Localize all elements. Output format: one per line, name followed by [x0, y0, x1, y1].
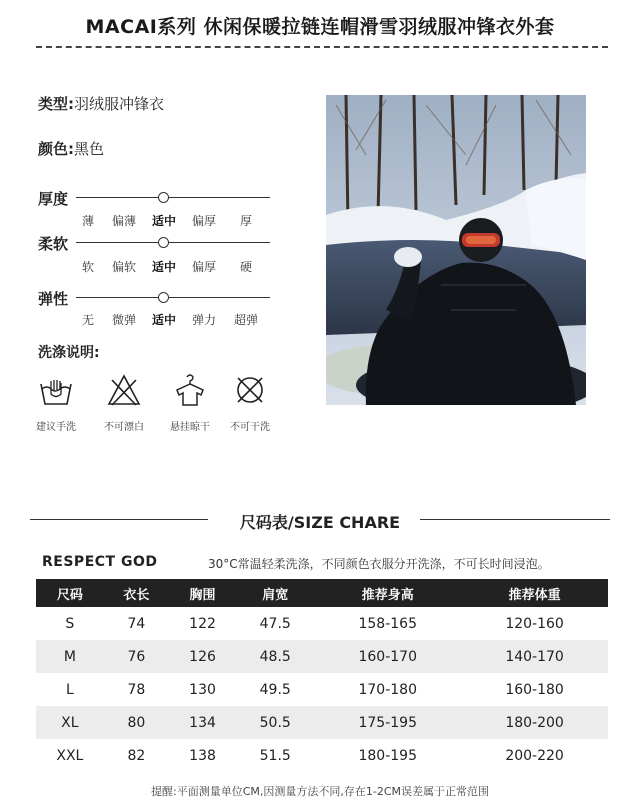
weight-cell: 160-180: [505, 681, 564, 698]
attr-color: [38, 138, 104, 159]
scale-elasticity-option: 弹力: [191, 313, 216, 327]
scale-elasticity-option: 微弹: [111, 313, 136, 327]
chest-cell: 130: [189, 681, 216, 698]
scale-thickness-option: 厚: [239, 214, 252, 228]
table-row: [36, 640, 608, 673]
scale-elasticity-marker: [158, 292, 169, 303]
wash-label: 悬挂晾干: [170, 422, 210, 433]
shoulder-cell: 47.5: [259, 615, 291, 632]
weight-cell: 120-160: [505, 615, 564, 632]
scale-elasticity-option: 超弹: [233, 313, 258, 327]
length-cell: 76: [104, 640, 169, 673]
table-row: [36, 739, 608, 772]
wash-label: 不可漂白: [104, 422, 144, 433]
hand-wash-icon: [38, 372, 74, 408]
scale-softness-option: 偏厚: [191, 260, 216, 274]
shoulder-cell: 50.5: [236, 706, 314, 739]
table-row: [36, 706, 608, 739]
length-cell: 74: [127, 615, 146, 632]
care-note: 30°C常温轻柔洗涤，不同颜色衣服分开洗涤，不可长时间浸泡。: [208, 557, 550, 571]
scale-elasticity-label: 弹性: [38, 290, 69, 308]
length-cell: 78: [127, 681, 146, 698]
attr-color-label: 颜色:: [38, 140, 74, 158]
product-photo: [326, 95, 586, 405]
product-title: MACAI系列 休闲保暖拉链连帽滑雪羽绒服冲锋衣外套: [85, 16, 555, 38]
scale-elasticity-option: 无: [81, 313, 94, 327]
scale-softness-track: [76, 242, 270, 243]
shoulder-cell: 51.5: [259, 747, 291, 764]
size-cell: M: [36, 640, 104, 673]
wash-label: 建议手洗: [36, 422, 76, 433]
size-cell: S: [65, 615, 75, 632]
brand-name: RESPECT GOD: [42, 554, 158, 570]
size-table: [36, 579, 608, 772]
scale-elasticity-option-selected: 适中: [151, 313, 176, 327]
scale-elasticity-track: [76, 297, 270, 298]
chest-cell: 122: [189, 615, 216, 632]
size-cell: L: [65, 681, 74, 698]
scale-softness-option: 偏软: [111, 260, 136, 274]
height-cell: 160-170: [314, 640, 461, 673]
scale-thickness-option: 偏厚: [191, 214, 216, 228]
attr-type-label: 类型:: [38, 95, 74, 113]
size-cell: XXL: [56, 747, 84, 764]
chest-cell: 134: [169, 706, 236, 739]
chest-cell: 138: [189, 747, 216, 764]
shoulder-cell: 48.5: [236, 640, 314, 673]
column-header: 推荐体重: [461, 579, 608, 607]
scale-softness-option-selected: 适中: [151, 260, 176, 274]
wash-instructions-title: 洗涤说明:: [38, 345, 100, 361]
table-row: [36, 673, 608, 706]
no-dry-clean-icon: [232, 372, 268, 408]
scale-softness-option: 硬: [239, 260, 252, 274]
hang-dry-icon: [172, 372, 208, 408]
weight-cell: 180-200: [461, 706, 608, 739]
column-header: 衣长: [104, 579, 169, 607]
scale-thickness-option: 薄: [81, 214, 94, 228]
measurement-footnote: 提醒:平面测量单位CM,因测量方法不同,存在1-2CM误差属于正常范围: [150, 785, 489, 798]
size-chart-rule-right: [420, 519, 610, 520]
column-header: 胸围: [169, 579, 236, 607]
weight-cell: 140-170: [461, 640, 608, 673]
scale-thickness-option: 偏薄: [111, 214, 136, 228]
column-header: 推荐身高: [314, 579, 461, 607]
scale-thickness-marker: [158, 192, 169, 203]
no-bleach-icon: [106, 372, 142, 408]
height-cell: 170-180: [358, 681, 417, 698]
column-header: 尺码: [36, 579, 104, 607]
height-cell: 158-165: [358, 615, 417, 632]
scale-softness-option: 软: [81, 260, 94, 274]
column-header: 肩宽: [236, 579, 314, 607]
scale-thickness-option-selected: 适中: [151, 214, 176, 228]
title-divider: [36, 46, 608, 48]
scale-softness-label: 柔软: [38, 235, 69, 253]
table-row: [36, 607, 608, 640]
size-chart-heading: 尺码表/SIZE CHARE: [239, 513, 401, 532]
height-cell: 180-195: [358, 747, 417, 764]
height-cell: 175-195: [314, 706, 461, 739]
size-cell: XL: [36, 706, 104, 739]
scale-softness-marker: [158, 237, 169, 248]
attr-type-value: 羽绒服冲锋衣: [74, 95, 165, 113]
scale-thickness-label: 厚度: [38, 190, 69, 208]
weight-cell: 200-220: [505, 747, 564, 764]
scale-thickness-track: [76, 197, 270, 198]
length-cell: 82: [127, 747, 146, 764]
attr-type: [38, 93, 164, 114]
shoulder-cell: 49.5: [259, 681, 291, 698]
chest-cell: 126: [169, 640, 236, 673]
size-table-header: [36, 579, 608, 607]
length-cell: 80: [104, 706, 169, 739]
attr-color-value: 黑色: [74, 140, 105, 158]
wash-label: 不可干洗: [230, 422, 270, 433]
